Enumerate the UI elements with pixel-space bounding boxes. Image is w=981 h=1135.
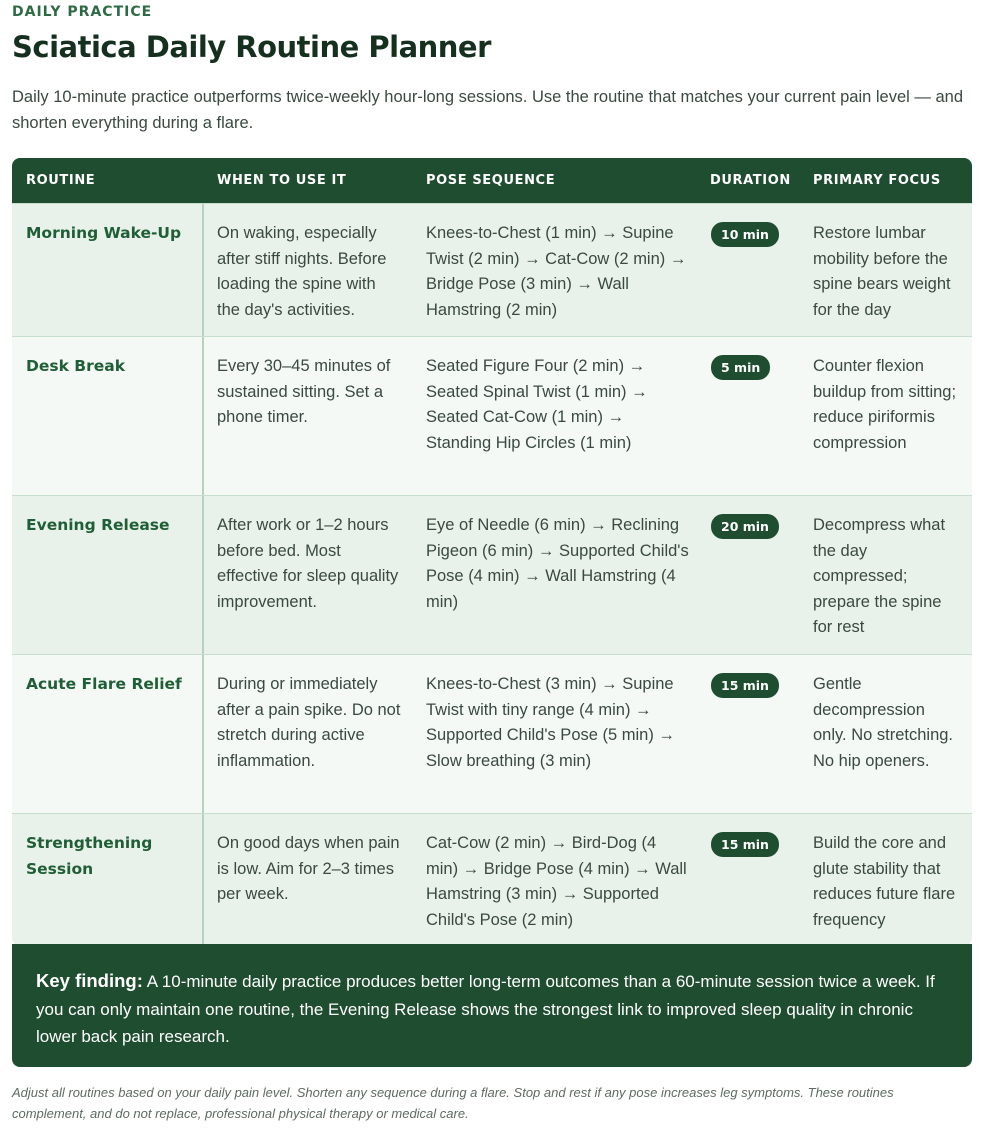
when-text: During or immediately after a pain spike. Do not stretch during active inflammation. [217,675,401,770]
key-finding-text: A 10-minute daily practice produces better long-term outcomes than a 60-minute session twice a week. If you can only maintain one routine, the Evening Release shows the strongest link to improved sleep quality in chronic lower back pain research. [36,972,935,1046]
routine-name: Strengthening Session [26,834,153,878]
routine-name: Morning Wake-Up [26,224,182,242]
duration-badge: 15 min [711,673,779,698]
table-row [12,203,972,336]
pose-sequence: Eye of Needle (6 min) → Reclining Pigeon (6 min) → Supported Child's Pose (4 min) → Wall Hamstring (4 min) [426,516,689,611]
table-row [12,336,972,495]
pose-sequence: Seated Figure Four (2 min) → Seated Spinal Twist (1 min) → Seated Cat-Cow (1 min) → Standing Hip Circles (1 min) [426,357,648,452]
table-row [12,654,972,813]
table-header [12,158,972,203]
key-finding-label: Key finding: [36,970,143,991]
header-sequence: POSE SEQUENCE [426,173,556,188]
column-divider [202,655,204,813]
header-focus: PRIMARY FOCUS [813,173,941,188]
focus-text: Gentle decompression only. No stretching. No hip openers. [813,675,954,770]
routine-table [12,158,972,946]
when-text: Every 30–45 minutes of sustained sitting. Set a phone timer. [217,357,391,426]
focus-text: Restore lumbar mobility before the spine bears weight for the day [813,224,951,319]
eyebrow-label: DAILY PRACTICE [12,4,153,20]
key-finding-box [12,944,972,1067]
table-row [12,495,972,654]
focus-text: Build the core and glute stability that reduces future flare frequency [813,834,956,929]
column-divider [202,496,204,654]
page-title: Sciatica Daily Routine Planner [12,30,491,64]
header-when: WHEN TO USE IT [217,173,347,188]
column-divider [202,814,204,946]
intro-text: Daily 10-minute practice outperforms twice-weekly hour-long sessions. Use the routine that matches your current pain level — and shorten everything during a flare. [12,88,964,132]
routine-name: Desk Break [26,357,126,375]
when-text: On waking, especially after stiff nights. Before loading the spine with the day's activities. [217,224,387,319]
pose-sequence: Cat-Cow (2 min) → Bird-Dog (4 min) → Bridge Pose (4 min) → Wall Hamstring (3 min) → Supported Child's Pose (2 min) [426,834,687,929]
column-divider [202,337,204,495]
focus-text: Counter flexion buildup from sitting; reduce piriformis compression [813,357,957,452]
table-row [12,813,972,946]
pose-sequence: Knees-to-Chest (3 min) → Supine Twist with tiny range (4 min) → Supported Child's Pose (5 min) → Slow breathing (3 min) [426,675,675,770]
routine-name: Evening Release [26,516,170,534]
header-duration: DURATION [710,173,791,188]
duration-badge: 15 min [711,832,779,857]
when-text: On good days when pain is low. Aim for 2–3 times per week. [217,834,400,903]
pose-sequence: Knees-to-Chest (1 min) → Supine Twist (2 min) → Cat-Cow (2 min) → Bridge Pose (3 min) → Wall Hamstring (2 min) [426,224,687,319]
duration-badge: 20 min [711,514,779,539]
focus-text: Decompress what the day compressed; prepare the spine for rest [813,516,946,636]
routine-name: Acute Flare Relief [26,675,182,693]
column-divider [202,204,204,336]
footnote: Adjust all routines based on your daily pain level. Shorten any sequence during a flare. Stop and rest if any pose increases leg symptoms. These routines complement, and do not replace, professional physical therapy or medical care. [12,1085,894,1121]
duration-badge: 10 min [711,222,779,247]
duration-badge: 5 min [711,355,770,380]
header-routine: ROUTINE [26,173,96,188]
when-text: After work or 1–2 hours before bed. Most effective for sleep quality improvement. [217,516,399,611]
